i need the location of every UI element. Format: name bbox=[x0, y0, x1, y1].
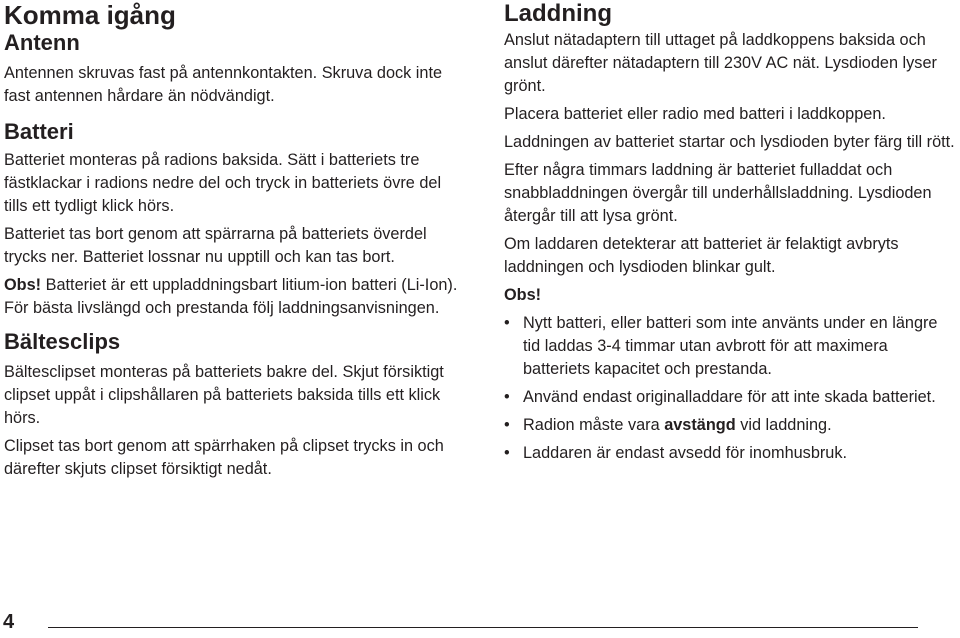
batteri-note bbox=[4, 274, 466, 320]
list-item bbox=[504, 442, 956, 465]
laddning-text-1: Anslut nätadaptern till uttaget på laddkoppens baksida och anslut därefter nätadaptern till 230V AC nät. Lysdioden lyser grönt. bbox=[504, 31, 937, 95]
bullet-icon: • bbox=[504, 388, 510, 406]
bullet-text-bold: avstängd bbox=[664, 416, 736, 434]
page-title: Komma igång bbox=[4, 0, 176, 30]
laddning-text-2: Placera batteriet eller radio med batteri i laddkoppen. bbox=[504, 105, 886, 123]
bullet-icon: • bbox=[504, 314, 510, 332]
laddning-heading: Laddning bbox=[504, 0, 612, 27]
laddning-text-5: Om laddaren detekterar att batteriet är felaktigt avbryts laddningen och lysdioden blinkar gult. bbox=[504, 235, 899, 276]
list-item bbox=[504, 386, 956, 409]
bullet-text-post: vid laddning. bbox=[735, 416, 832, 434]
batteri-text-2: Batteriet tas bort genom att spärrarna på batteriets överdel trycks ner. Batteriet lossnar nu upptill och kan tas bort. bbox=[4, 225, 427, 266]
batteri-obs-label: Obs! bbox=[4, 276, 42, 294]
bullet-icon: • bbox=[504, 416, 510, 434]
bullet-text: Nytt batteri, eller batteri som inte använts under en längre tid laddas 3-4 timmar utan avbrott för att maximera batteriets kapacitet och prestanda. bbox=[523, 314, 938, 378]
baltesclips-text-2: Clipset tas bort genom att spärrhaken på clipset trycks in och därefter skjuts clipset försiktigt nedåt. bbox=[4, 437, 444, 478]
laddning-text-4: Efter några timmars laddning är batteriet fulladdat och snabbladdningen övergår till underhållsladdning. Lysdioden återgår till att lysa grönt. bbox=[504, 161, 932, 225]
right-column bbox=[504, 0, 956, 465]
bullet-text-pre: Radion måste vara bbox=[523, 416, 665, 434]
list-item bbox=[504, 414, 956, 437]
baltesclips-text-1: Bältesclipset monteras på batteriets bakre del. Skjut försiktigt clipset uppåt i clipshållaren på batteriets baksida tills ett klick hörs. bbox=[4, 363, 444, 427]
list-item bbox=[504, 312, 956, 381]
laddning-obs-label: Obs! bbox=[504, 286, 542, 304]
baltesclips-heading: Bältesclips bbox=[4, 329, 121, 354]
page-number: 4 bbox=[3, 611, 15, 633]
footer-divider bbox=[48, 627, 918, 628]
antenn-heading: Antenn bbox=[4, 30, 80, 55]
antenn-text: Antennen skruvas fast på antennkontakten. Skruva dock inte fast antennen hårdare än nödvändigt. bbox=[4, 64, 443, 105]
batteri-obs-text: Batteriet är ett uppladdningsbart litium-ion batteri (Li-Ion). För bästa livslängd och prestanda följ laddningsanvisningen. bbox=[4, 276, 458, 317]
laddning-bullet-list bbox=[504, 312, 956, 465]
bullet-icon: • bbox=[504, 444, 510, 462]
batteri-text-1: Batteriet monteras på radions baksida. Sätt i batteriets tre fästklackar i radions nedre del och tryck in batteriets övre del tills ett tydligt klick hörs. bbox=[4, 151, 442, 215]
left-column bbox=[4, 0, 466, 481]
bullet-text: Använd endast originalladdare för att inte skada batteriet. bbox=[523, 388, 936, 406]
batteri-heading: Batteri bbox=[4, 119, 74, 144]
laddning-text-3: Laddningen av batteriet startar och lysdioden byter färg till rött. bbox=[504, 133, 955, 151]
bullet-text: Laddaren är endast avsedd för inomhusbruk. bbox=[523, 444, 848, 462]
